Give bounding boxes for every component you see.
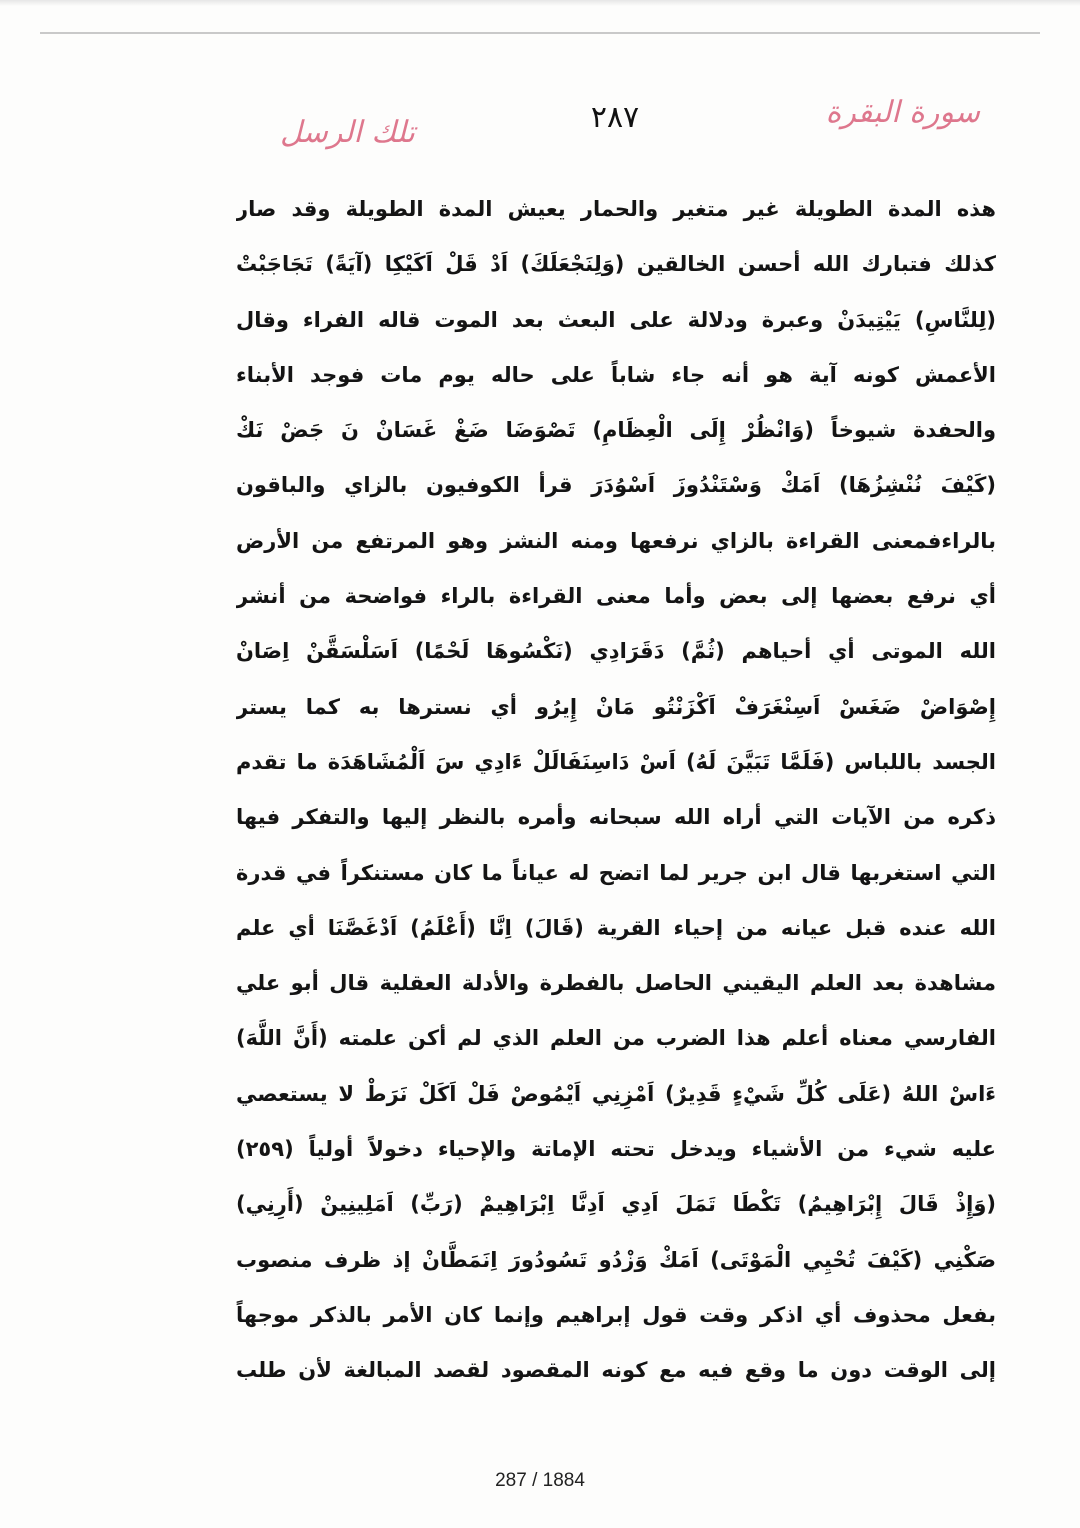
text-line: أي نرفع بعضها إلى بعض وأما معنى القراءة بالراء فواضحة من أنشر xyxy=(236,584,996,609)
text-line: (كَيْفَ نُنْشِزُهَا) اَمَكْ وَسْتَنْدُوزَ اَسْوُدَرَ قرأ الكوفيون بالزاي والباقون xyxy=(236,473,996,498)
text-line: التي استغربها قال ابن جرير لما اتضح له عياناً ما كان مستنكراً في قدرة xyxy=(236,860,996,885)
text-line: والحفدة شيوخاً (وَانْظُرْ إِلَى الْعِظَامِ) تَصْوَضَا ضَغْ غَسَانْ نَ جَضْ نَكْ xyxy=(236,418,996,443)
text-line: عليه شيء من الأشياء ويدخل تحته الإماتة والإحياء دخولاً أولياً (٢٥٩) xyxy=(236,1137,996,1162)
text-line: إلى الوقت دون ما وقع فيه مع كونه المقصود لقصد المبالغة لأن طلب xyxy=(236,1358,996,1383)
scan-edge xyxy=(0,0,1080,6)
page-counter: 287 / 1884 xyxy=(495,1470,585,1491)
text-line: إِصْوَاضْ ضَغَسْ اَسِنْغَرَفْ اَكْزَنْتُو مَانْ إِيرُو أي نسترها به كما يستر xyxy=(236,694,996,719)
text-line: كذلك فتبارك الله أحسن الخالقين (وَلِنَجْعَلَكَ) اَدْ قَلْ اَكَيْكِا (آيَةً) تَجَاجَبْتْ xyxy=(236,252,996,277)
text-line: هذه المدة الطويلة غير متغير والحمار يعيش المدة الطويلة وقد صار xyxy=(236,197,996,221)
text-line: الأعمش كونه آية هو أنه جاء شاباً على حاله يوم مات فوجد الأبناء xyxy=(236,362,996,387)
page-number: ٢٨٧ xyxy=(590,100,640,135)
juz-name-handwritten: تلك الرسل xyxy=(280,115,415,150)
text-line: صَكْنِي (كَيْفَ تُحْيِي الْمَوْتَى) اَمَكْ وَزْدُو تَسُودُورَ اِنَمَطَّانْ إذ ظرف منصوب xyxy=(236,1247,996,1272)
text-line: مشاهدة بعد العلم اليقيني الحاصل بالفطرة والأدلة العقلية قال أبو علي xyxy=(236,971,996,996)
text-line: الله الموتى أي أحياهم (ثُمَّ) دَقَرَادِي (نَكْسُوهَا لَحْمًا) اَسَلْسَقَّنْ اِصَانْ xyxy=(236,639,996,664)
text-line: الله عنده قبل عيانه من إحياء القرية (قَالَ) اِنَّا (أَعْلَمُ) اَدْغَصَّنَا أي علم xyxy=(236,915,996,940)
surah-name-handwritten: سورة البقرة xyxy=(825,95,980,130)
text-line: ءَاسْ اللهُ (عَلَى كُلِّ شَيْءٍ قَدِيرٌ) اَمْزِنِي اَيْمُوصْ فَلْ اَكَلْ نَرَطْ لا يستعصي xyxy=(236,1081,996,1106)
text-line: الفارسي معناه أعلم هذا الضرب من العلم الذي لم أكن علمته (أَنَّ اللَّهَ) xyxy=(236,1026,996,1051)
text-line: بالراءفمعنى القراءة بالزاي نرفعها ومنه النشز وهو المرتفع من الأرض xyxy=(236,528,996,553)
text-line: بفعل محذوف أي اذكر وقت قول إبراهيم وإنما كان الأمر بالذكر موجهاً xyxy=(236,1302,996,1327)
text-line: (لِلنَّاسِ) يَيْتِيدَنْ وعبرة ودلالة على البعث بعد الموت قاله الفراء وقال xyxy=(236,307,996,332)
text-line: (وَإِذْ قَالَ إِبْرَاهِيمُ) تَكْطَا تَمَلَ اَدِي اَدِنَّا اِبْرَاهِيمْ (رَبِّ) اَمَلِينِينْ (أَرِنِي) xyxy=(236,1192,996,1217)
text-line: الجسد باللباس (فَلَمَّا تَبَيَّنَ لَهُ) اَسْ دَاسِنَفَالَلْ ءَادِي سَ اَلْمُشَاهَدَة ما تقدم xyxy=(236,749,996,774)
text-line: ذكره من الآيات التي أراه الله سبحانه وأمره بالنظر إليها والتفكر فيها xyxy=(236,805,996,830)
scan-rule xyxy=(40,32,1040,34)
body-text xyxy=(236,182,996,1399)
